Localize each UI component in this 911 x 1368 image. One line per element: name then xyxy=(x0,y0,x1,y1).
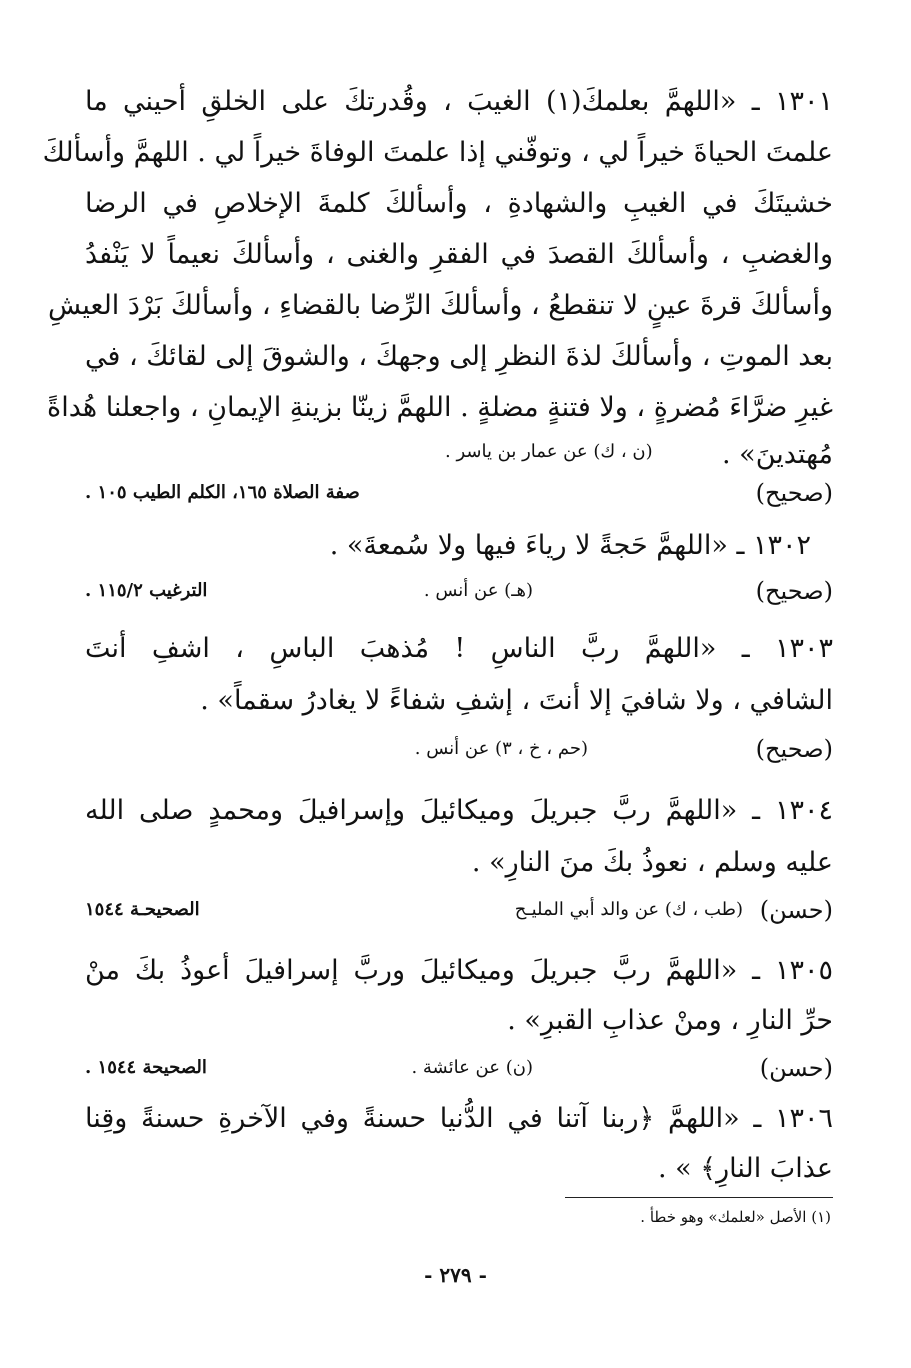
hadith-1301-line-6: بعد الموتِ ، وأسألكَ لذةَ النظرِ إلى وجهكَ ، والشوقَ إلى لقائكَ ، في xyxy=(85,341,833,372)
hadith-1301-line-8: مُهتدينَ» . xyxy=(722,439,833,470)
hadith-1305-source: (ن) عن عائشة . xyxy=(411,1057,533,1078)
hadith-1302-text: ١٣٠٢ ـ «اللهمَّ حَجةً لا رياءَ فيها ولا سُمعةَ» . xyxy=(329,530,811,561)
page-number: - ٢٧٩ - xyxy=(424,1263,487,1287)
hadith-1301-grade: ( صحيح ) xyxy=(756,473,833,513)
hadith-1301-line-7: غيرِ ضرَّاءَ مُضرةٍ ، ولا فتنةٍ مضلةٍ . اللهمَّ زينّا بزينةِ الإيمانِ ، واجعلنا هُداةً xyxy=(47,392,833,423)
hadith-1305-line-2: حرِّ النارِ ، ومنْ عذابِ القبرِ» . xyxy=(507,1005,833,1036)
hadith-1303-grade: ( صحيح ) xyxy=(756,729,833,769)
hadith-1302-reference: الترغيب ١١٥/٢ . xyxy=(85,580,208,601)
hadith-1305-reference: الصحيحة ١٥٤٤ . xyxy=(85,1057,207,1078)
hadith-1304-reference: الصحيحـة ١٥٤٤ xyxy=(85,899,200,920)
hadith-1302-grade: ( صحيح ) xyxy=(756,571,833,611)
hadith-1304-source: (طب ، ك) عن والد أبي المليـح xyxy=(514,899,743,920)
hadith-1301-source-row xyxy=(85,432,833,472)
hadith-1301-line-3: خشيتَكَ في الغيبِ والشهادةِ ، وأسألكَ كلمةَ الإخلاصِ في الرضا xyxy=(85,188,833,219)
hadith-1305-line-1: ١٣٠٥ ـ «اللهمَّ ربَّ جبريلَ وميكائيلَ وربَّ إسرافيلَ أعوذُ بكَ منْ xyxy=(85,955,833,986)
hadith-1306-line-1: ١٣٠٦ ـ «اللهمَّ ﴿ربنا آتنا في الدُّنيا حسنةً وفي الآخرةِ حسنةً وقِنا xyxy=(85,1103,833,1134)
hadith-1303-line-1: ١٣٠٣ ـ «اللهمَّ ربَّ الناسِ ! مُذهبَ الباسِ ، اشفِ أنتَ xyxy=(85,633,833,664)
hadith-1301-line-1: ١٣٠١ ـ «اللهمَّ بعلمكَ(١) الغيبَ ، وقُدرتكَ على الخلقِ أحيني ما xyxy=(85,86,833,117)
hadith-1304-meta-row xyxy=(85,890,833,930)
hadith-1305-meta-row xyxy=(85,1048,833,1088)
hadith-1302-source: (هـ) عن أنس . xyxy=(423,580,533,601)
hadith-1306-line-2: عذابَ النارِ﴾ » . xyxy=(657,1153,833,1184)
hadith-1301-reference: صفة الصلاة ١٦٥، الكلم الطيب ١٠٥ . xyxy=(85,482,360,503)
footnote: (١) الأصل «لعلمك» وهو خطأ . xyxy=(640,1208,831,1226)
hadith-1303-source: (حم ، خ ، ٣) عن أنس . xyxy=(414,738,588,759)
footnote-separator xyxy=(565,1197,833,1198)
hadith-1304-grade: ( حسن ) xyxy=(760,890,833,930)
hadith-1301-line-5: وأسألكَ قرةَ عينٍ لا تنقطعُ ، وأسألكَ الرِّضا بالقضاءِ ، وأسألكَ بَرْدَ العيشِ xyxy=(47,290,833,321)
hadith-1304-line-1: ١٣٠٤ ـ «اللهمَّ ربَّ جبريلَ وميكائيلَ وإسرافيلَ ومحمدٍ صلى الله xyxy=(85,795,833,826)
hadith-1301-line-2: علمتَ الحياةَ خيراً لي ، وتوفّني إذا علمتَ الوفاةَ خيراً لي . اللهمَّ وأسألكَ xyxy=(42,137,833,168)
hadith-1301-line-4: والغضبِ ، وأسألكَ القصدَ في الفقرِ والغنى ، وأسألكَ نعيماً لا يَنْفدُ xyxy=(85,239,833,270)
hadith-1305-grade: ( حسن ) xyxy=(760,1048,833,1088)
hadith-1304-line-2: عليه وسلم ، نعوذُ بكَ منَ النارِ» . xyxy=(471,847,833,878)
hadith-1303-line-2: الشافي ، ولا شافيَ إلا أنتَ ، إشفِ شفاءً لا يغادرُ سقماً» . xyxy=(200,685,833,716)
hadith-1301-grade-row xyxy=(85,473,833,513)
hadith-1302-meta-row xyxy=(85,571,833,611)
hadith-1301-source: (ن ، ك) عن عمار بن ياسر . xyxy=(445,441,653,462)
hadith-1303-meta-row xyxy=(85,729,833,769)
